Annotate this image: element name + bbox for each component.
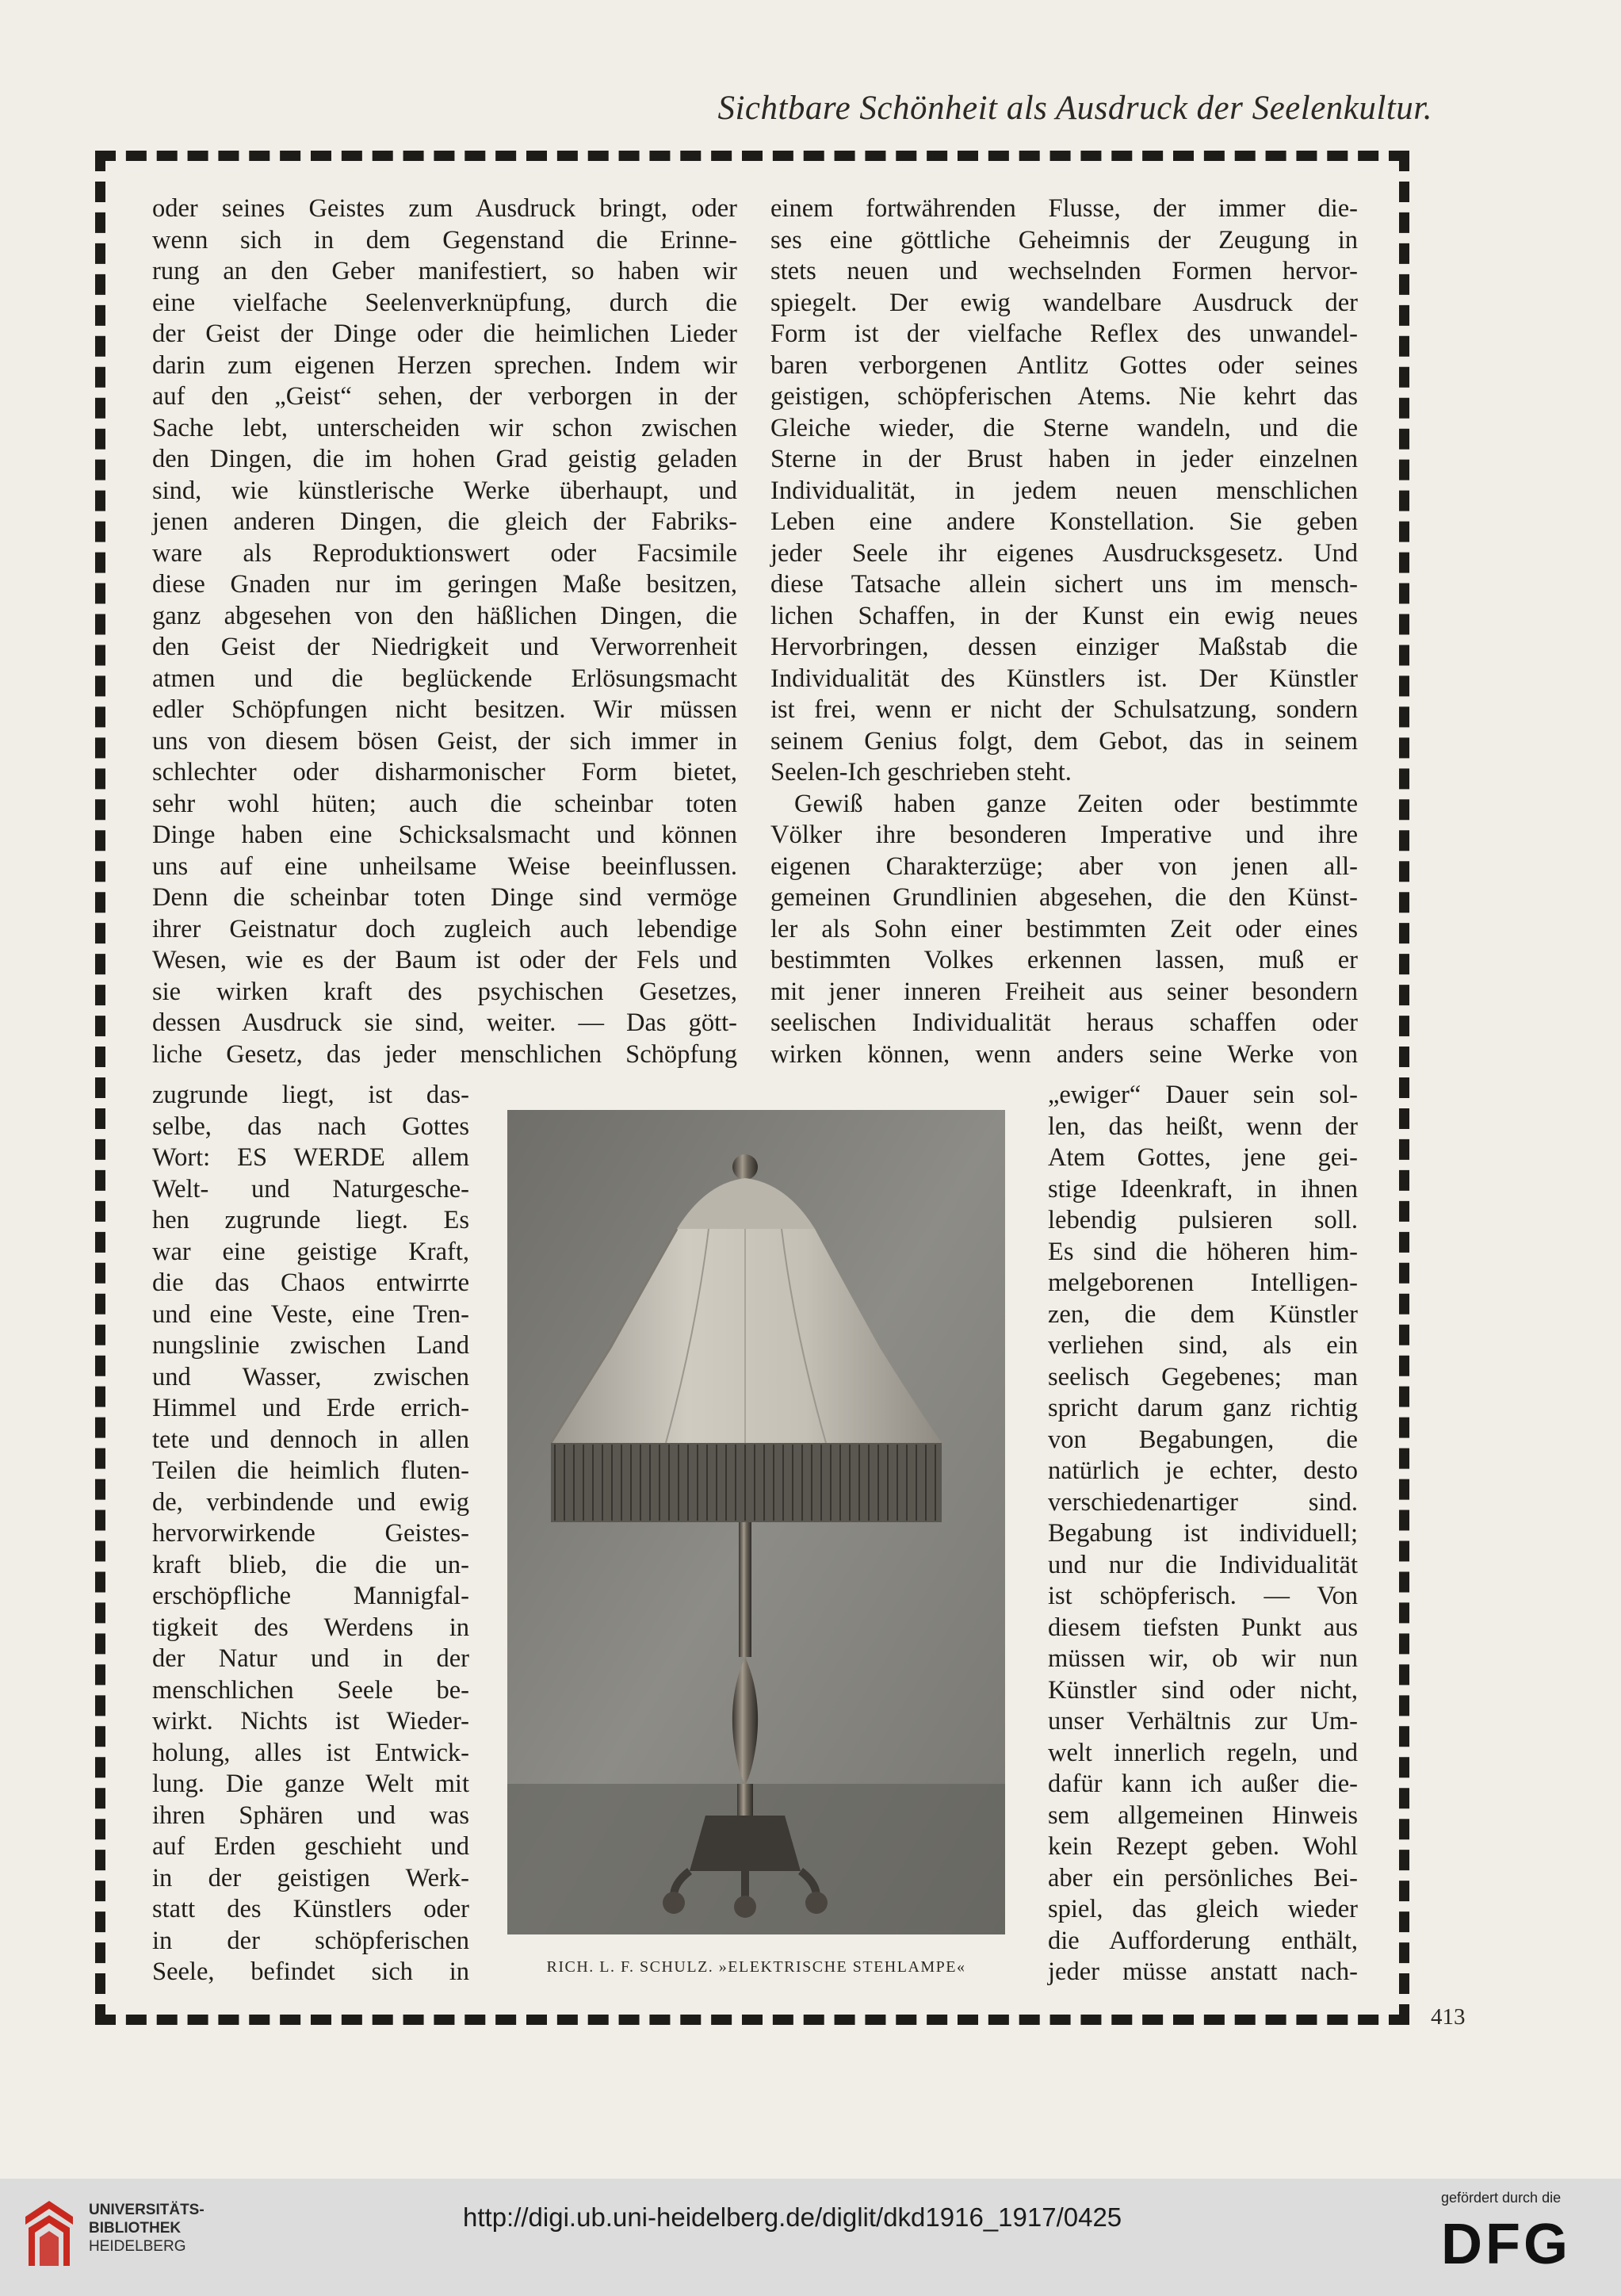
text-line: und Wasser, zwischen xyxy=(152,1362,469,1391)
text-line: mit jener inneren Freiheit aus seiner besondern xyxy=(770,977,1358,1006)
text-line: der Natur und in der xyxy=(152,1644,469,1673)
text-line: Hervorbringen, dessen einziger Maßstab die xyxy=(770,633,1358,661)
text-line: Welt- und Naturgesche- xyxy=(152,1174,469,1203)
text-line: spiegelt. Der ewig wandelbare Ausdruck der xyxy=(770,288,1358,317)
text-line: den Geist der Niedrigkeit und Verworrenheit xyxy=(152,633,737,661)
text-line: melgeborenen Intelligen- xyxy=(1048,1269,1358,1297)
text-line: sind, wie künstlerische Werke überhaupt, und xyxy=(152,476,737,505)
text-line: liche Gesetz, das jeder menschlichen Schöpfung xyxy=(152,1039,737,1069)
text-line: ist frei, wenn er nicht der Schulsatzung, sondern xyxy=(770,695,1358,724)
footer-bar xyxy=(0,2179,1621,2296)
text-line: natürlich je echter, desto xyxy=(1048,1456,1358,1485)
text-line: dessen Ausdruck sie sind, weiter. — Das gött- xyxy=(152,1008,737,1037)
text-line: eigenen Charakterzüge; aber von jenen all- xyxy=(770,851,1358,881)
text-line: Es sind die höheren him- xyxy=(1048,1237,1358,1266)
text-line: Sterne in der Brust haben in jeder einzelnen xyxy=(770,445,1358,473)
text-line: Dinge haben eine Schicksalsmacht und können xyxy=(152,821,737,849)
text-line: ihren Sphären und was xyxy=(152,1800,469,1830)
text-line: Denn die scheinbar toten Dinge sind vermöge xyxy=(152,883,737,912)
library-name-line3: HEIDELBERG xyxy=(89,2238,186,2255)
text-line: wirken können, wenn anders seine Werke von xyxy=(770,1039,1358,1069)
text-line: jenen anderen Dingen, die gleich der Fabriks- xyxy=(152,507,737,536)
text-line: rung an den Geber manifestiert, so haben wir xyxy=(152,257,737,285)
text-line: Wort: ES WERDE allem xyxy=(152,1143,469,1172)
text-line: sehr wohl hüten; auch die scheinbar toten xyxy=(152,789,737,818)
text-line: edler Schöpfungen nicht besitzen. Wir müssen xyxy=(152,695,737,724)
page-number: 413 xyxy=(1431,2004,1466,2030)
text-line: diese Tatsache allein sichert uns im mensch- xyxy=(770,570,1358,599)
text-line: in der schöpferischen xyxy=(152,1926,469,1955)
text-line: holung, alles ist Entwick- xyxy=(152,1738,469,1767)
text-line: diesem tiefsten Punkt aus xyxy=(1048,1613,1358,1642)
left-narrow-column xyxy=(152,1080,469,1988)
text-line: selbe, das nach Gottes xyxy=(152,1112,469,1141)
text-line: sem allgemeinen Hinweis xyxy=(1048,1800,1358,1830)
text-line: spiel, das gleich wieder xyxy=(1048,1895,1358,1923)
text-line: Individualität des Künstlers ist. Der Künstler xyxy=(770,664,1358,693)
text-line: aber ein persönliches Bei- xyxy=(1048,1863,1358,1892)
right-narrow-column xyxy=(1048,1080,1358,1988)
text-line: die Aufforderung enthält, xyxy=(1048,1926,1358,1955)
text-line: hen zugrunde liegt. Es xyxy=(152,1206,469,1234)
text-line: zugrunde liegt, ist das- xyxy=(152,1081,469,1109)
text-line: den Dingen, die im hohen Grad geistig geladen xyxy=(152,445,737,473)
source-url-link[interactable]: http://digi.ub.uni-heidelberg.de/diglit/dkd1916_1917/0425 xyxy=(463,2202,1122,2232)
library-name[interactable] xyxy=(89,2201,205,2256)
text-line: von Begabungen, die xyxy=(1048,1425,1358,1454)
text-line: und eine Veste, eine Tren- xyxy=(152,1299,469,1329)
lamp-photograph xyxy=(507,1110,1005,1934)
text-line: diese Gnaden nur im geringen Maße besitzen, xyxy=(152,570,737,599)
text-line: Form ist der vielfache Reflex des unwandel- xyxy=(770,320,1358,348)
text-line: seelisch Gegebenes; man xyxy=(1048,1362,1358,1391)
text-line: lichen Schaffen, in der Kunst ein ewig neues xyxy=(770,601,1358,630)
text-line: welt innerlich regeln, und xyxy=(1048,1738,1358,1767)
text-line: gemeinen Grundlinien abgesehen, die den Künst- xyxy=(770,883,1358,912)
library-name-line1: UNIVERSITÄTS- xyxy=(89,2202,205,2218)
text-line: sie wirken kraft des psychischen Gesetzes, xyxy=(152,977,737,1006)
text-line: len, das heißt, wenn der xyxy=(1048,1112,1358,1141)
text-line: oder seines Geistes zum Ausdruck bringt, oder xyxy=(152,194,737,223)
text-line: baren verborgenen Antlitz Gottes oder seines xyxy=(770,350,1358,380)
text-line: ist schöpferisch. — Von xyxy=(1048,1582,1358,1610)
text-line: geistigen, schöpferischen Atems. Nie kehrt das xyxy=(770,382,1358,411)
text-line: atmen und die beglückende Erlösungsmacht xyxy=(152,664,737,693)
text-line: Seele, befindet sich in xyxy=(152,1957,469,1986)
text-line: jeder müsse anstatt nach- xyxy=(1048,1957,1358,1986)
text-line: Leben eine andere Konstellation. Sie geben xyxy=(770,507,1358,536)
text-line: ses eine göttliche Geheimnis der Zeugung in xyxy=(770,225,1358,254)
text-line: lebendig pulsieren soll. xyxy=(1048,1206,1358,1234)
text-line: seelischen Individualität heraus schaffen oder xyxy=(770,1008,1358,1037)
left-column xyxy=(152,193,737,1070)
text-line: statt des Künstlers oder xyxy=(152,1895,469,1923)
text-line: darin zum eigenen Herzen sprechen. Indem wir xyxy=(152,350,737,380)
text-line: Gewiß haben ganze Zeiten oder bestimmte xyxy=(794,789,1358,818)
text-line: auf Erden geschieht und xyxy=(152,1832,469,1861)
text-line: auf den „Geist“ sehen, der verborgen in der xyxy=(152,382,737,411)
dfg-logo[interactable]: DFG xyxy=(1441,2213,1571,2276)
text-line: Sache lebt, unterscheiden wir schon zwischen xyxy=(152,413,737,442)
text-line: einem fortwährenden Flusse, der immer die- xyxy=(770,194,1358,223)
text-line: lung. Die ganze Welt mit xyxy=(152,1770,469,1798)
text-line: Wesen, wie es der Baum ist oder der Fels und xyxy=(152,946,737,974)
text-line: verliehen sind, als ein xyxy=(1048,1331,1358,1360)
text-line: müssen wir, ob wir nun xyxy=(1048,1644,1358,1673)
text-line: seinem Genius folgt, dem Gebot, das in seinem xyxy=(770,726,1358,756)
text-line: erschöpfliche Mannigfal- xyxy=(152,1582,469,1610)
text-line: menschlichen Seele be- xyxy=(152,1675,469,1705)
text-line: ganz abgesehen von den häßlichen Dingen, die xyxy=(152,601,737,630)
text-line: nungslinie zwischen Land xyxy=(152,1331,469,1360)
library-name-line2: BIBLIOTHEK xyxy=(89,2220,182,2237)
university-library-logo-icon[interactable] xyxy=(17,2193,79,2272)
text-line: Individualität, in jedem neuen menschlichen xyxy=(770,476,1358,505)
text-line: uns auf eine unheilsame Weise beeinflussen. xyxy=(152,851,737,881)
text-line: schlechter oder disharmonischer Form bietet, xyxy=(152,758,737,786)
text-line: Teilen die heimlich fluten- xyxy=(152,1456,469,1485)
running-title: Sichtbare Schönheit als Ausdruck der Seelenkultur. xyxy=(717,90,1432,127)
text-line: hervorwirkende Geistes- xyxy=(152,1519,469,1548)
text-line: „ewiger“ Dauer sein sol- xyxy=(1048,1081,1358,1109)
text-line: der Geist der Dinge oder die heimlichen Lieder xyxy=(152,320,737,348)
text-line: eine vielfache Seelenverknüpfung, durch die xyxy=(152,288,737,317)
text-line: stige Ideenkraft, in ihnen xyxy=(1048,1174,1358,1203)
text-line: dafür kann ich außer die- xyxy=(1048,1770,1358,1798)
text-line: Seelen-Ich geschrieben steht. xyxy=(770,758,1072,786)
text-line: tete und dennoch in allen xyxy=(152,1425,469,1454)
text-line: wirkt. Nichts ist Wieder- xyxy=(152,1707,469,1735)
text-line: Atem Gottes, jene gei- xyxy=(1048,1143,1358,1172)
text-line: kein Rezept geben. Wohl xyxy=(1048,1832,1358,1861)
text-line: ihrer Geistnatur doch zugleich auch lebendige xyxy=(152,914,737,943)
text-line: Himmel und Erde errich- xyxy=(152,1394,469,1422)
text-line: wenn sich in dem Gegenstand die Erinne- xyxy=(152,225,737,254)
text-line: kraft blieb, die die un- xyxy=(152,1550,469,1579)
text-line: ware als Reproduktionswert oder Facsimile xyxy=(152,538,737,568)
text-line: tigkeit des Werdens in xyxy=(152,1613,469,1642)
text-line: uns von diesem bösen Geist, der sich immer in xyxy=(152,726,737,756)
text-line: ler als Sohn einer bestimmten Zeit oder eines xyxy=(770,914,1358,943)
funder-label: gefördert durch die xyxy=(1441,2190,1562,2206)
text-line: stets neuen und wechselnden Formen hervor- xyxy=(770,257,1358,285)
text-line: spricht darum ganz richtig xyxy=(1048,1394,1358,1422)
text-line: Gleiche wieder, die Sterne wandeln, und die xyxy=(770,413,1358,442)
right-column xyxy=(770,193,1358,1070)
text-line: de, verbindende und ewig xyxy=(152,1487,469,1517)
text-line: verschiedenartiger sind. xyxy=(1048,1487,1358,1517)
figure-caption: RICH. L. F. SCHULZ. »ELEKTRISCHE STEHLAMPE« xyxy=(546,1958,966,1976)
text-line: Begabung ist individuell; xyxy=(1048,1519,1358,1548)
floor-lamp-image xyxy=(507,1110,1005,1934)
text-line: jeder Seele ihr eigenes Ausdrucksgesetz. Und xyxy=(770,538,1358,568)
text-line: bestimmten Volkes erkennen lassen, muß er xyxy=(770,946,1358,974)
text-line: die das Chaos entwirrte xyxy=(152,1269,469,1297)
text-line: zen, die dem Künstler xyxy=(1048,1299,1358,1329)
text-line: Künstler sind oder nicht, xyxy=(1048,1675,1358,1705)
text-line: unser Verhältnis zur Um- xyxy=(1048,1707,1358,1735)
text-line: war eine geistige Kraft, xyxy=(152,1237,469,1266)
text-line: und nur die Individualität xyxy=(1048,1550,1358,1579)
text-line: Völker ihre besonderen Imperative und ihre xyxy=(770,821,1358,849)
text-line: in der geistigen Werk- xyxy=(152,1863,469,1892)
